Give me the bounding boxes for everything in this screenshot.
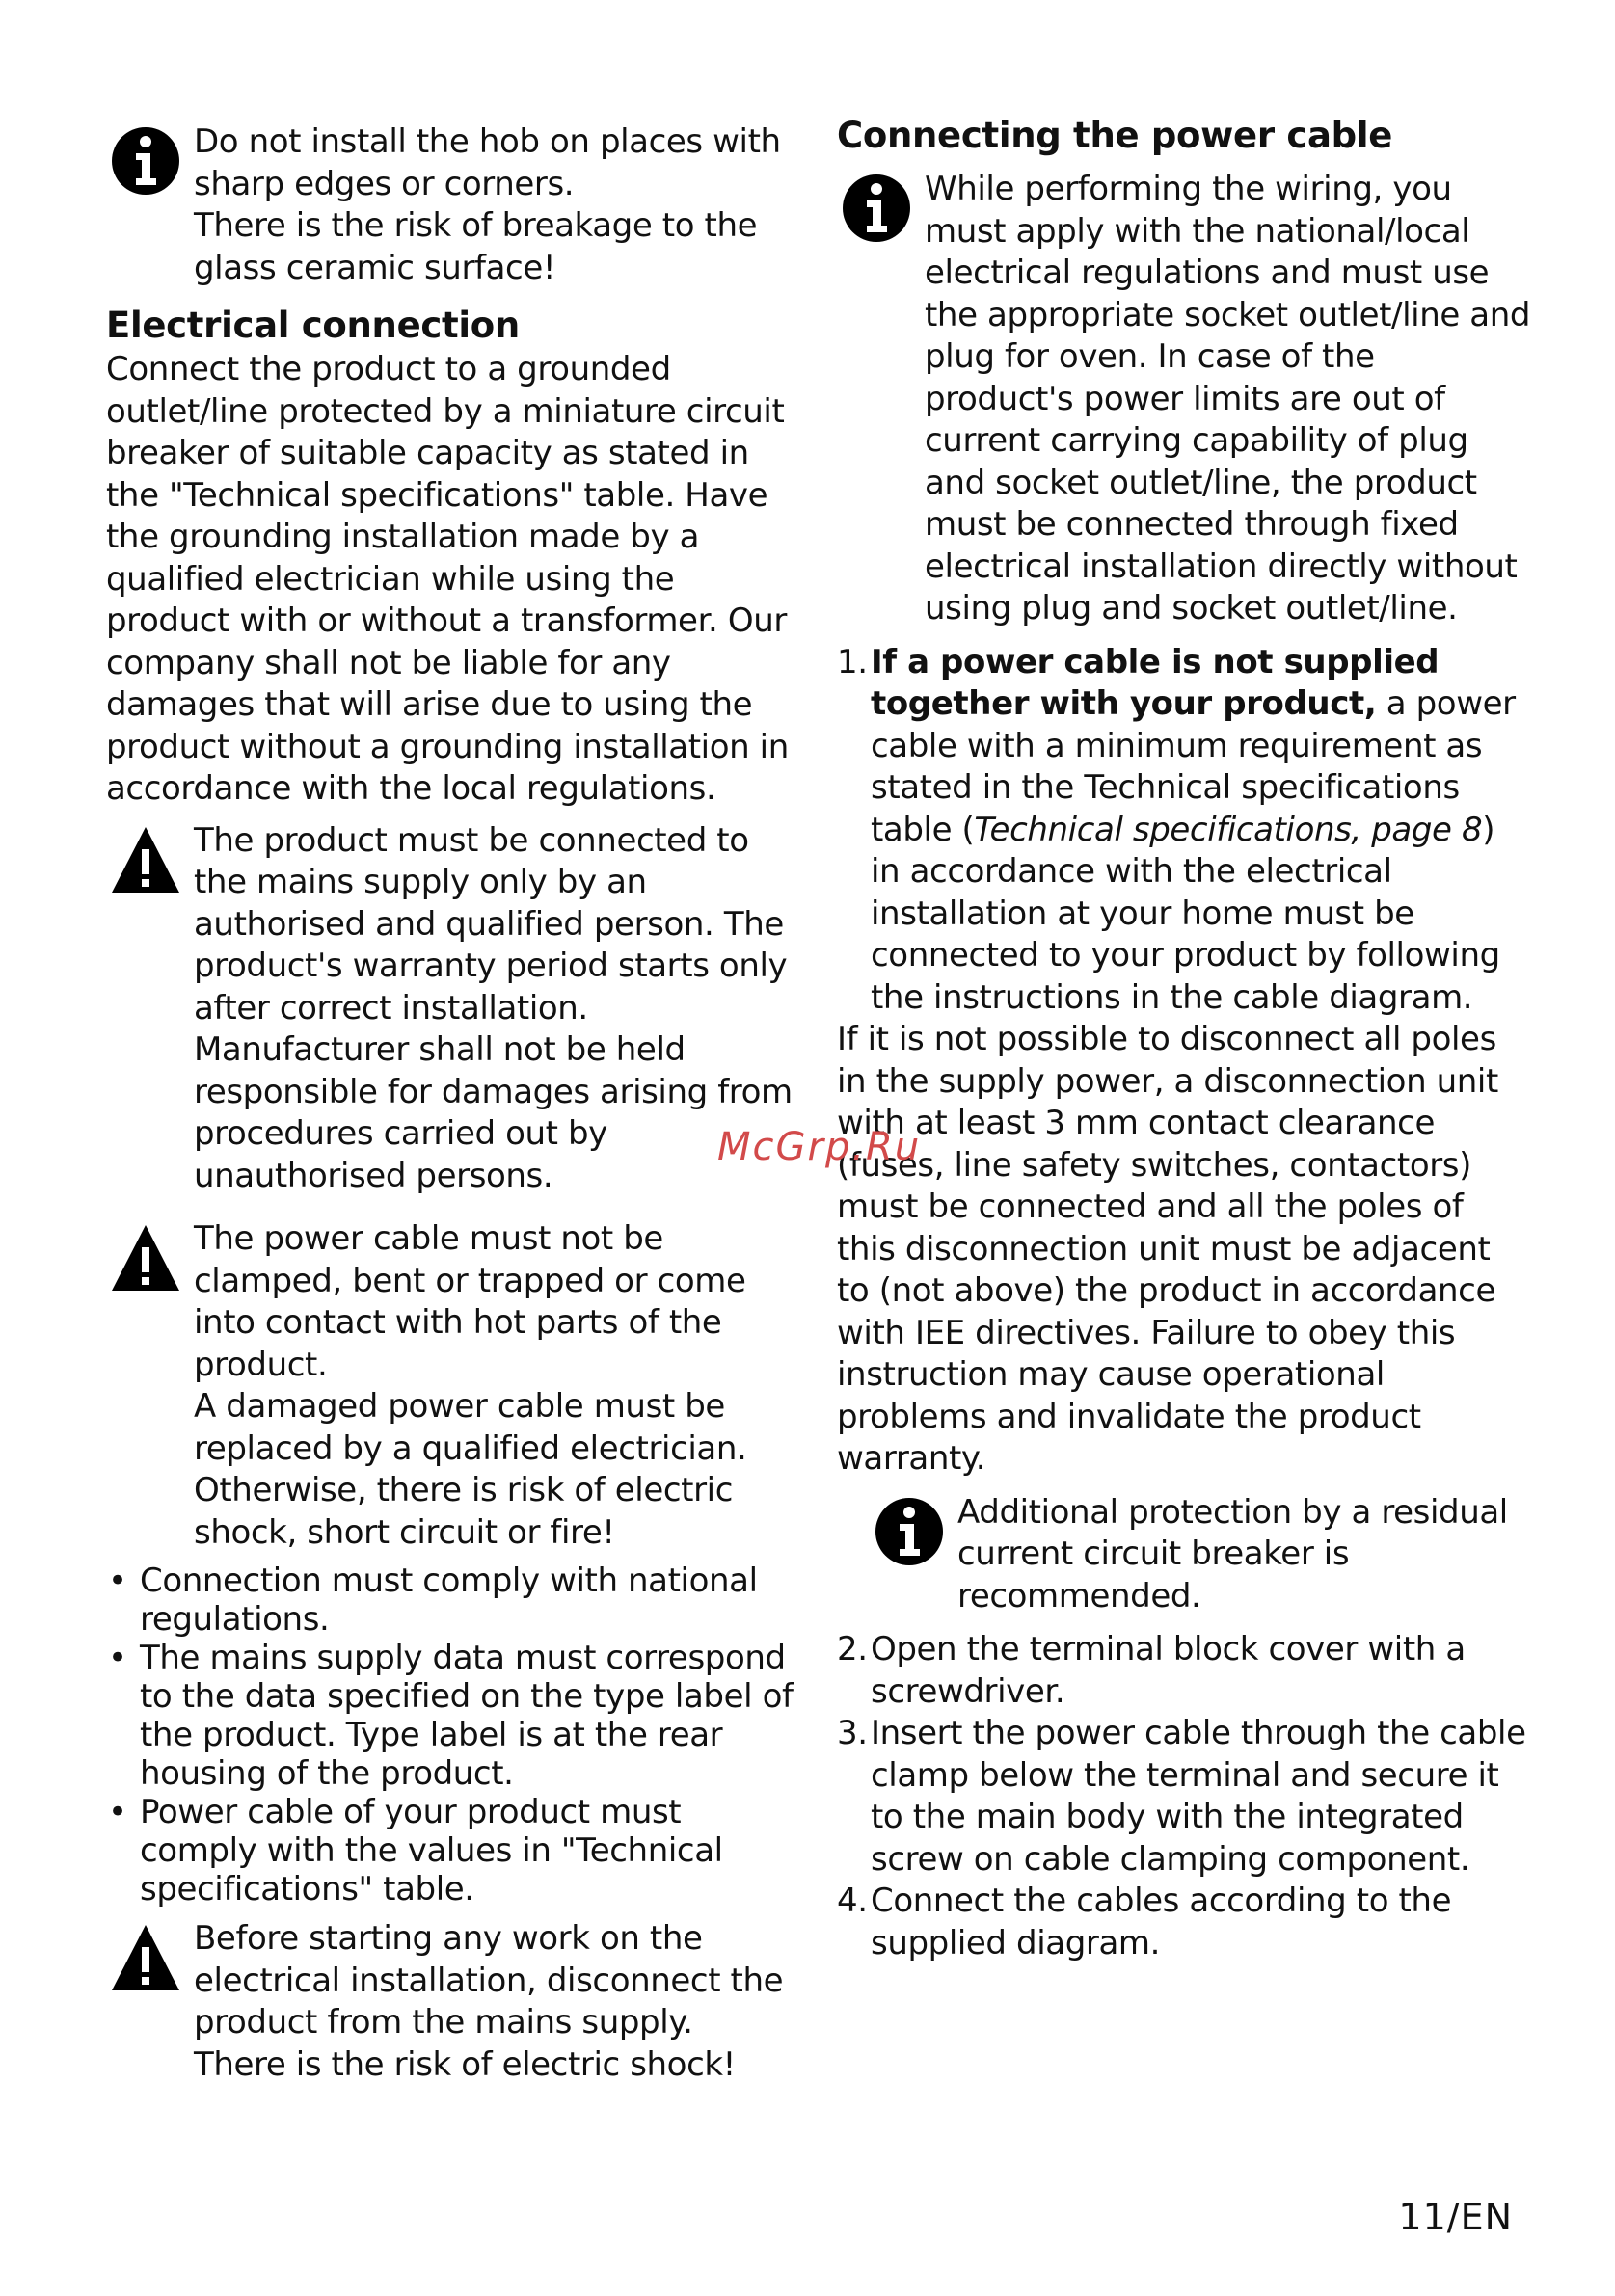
step-bold-text: If a power cable is not supplied together with your product, [871, 642, 1440, 723]
step-number: 2. [837, 1630, 868, 1669]
watermark: McGrp.Ru [717, 1125, 922, 1169]
info-icon [874, 1496, 945, 1567]
info-note-sharp-edges [106, 121, 800, 289]
step-number: 1. [837, 642, 868, 681]
note-text: The power cable must not be clamped, bent or trapped or come into contact with hot parts of the product. [194, 1219, 746, 1384]
step-item [837, 1881, 1531, 1964]
list-item [106, 1639, 800, 1793]
step-item [837, 1629, 1531, 1713]
bullet-icon: • [108, 1639, 127, 1677]
list-item-text: Power cable of your product must comply with the values in "Technical specifications" table. [140, 1793, 723, 1909]
page-number: 11/EN [1398, 2196, 1513, 2238]
warning-note-disconnect [106, 1918, 800, 2086]
warning-note-authorised-person [106, 820, 800, 1198]
step-number: 4. [837, 1882, 868, 1920]
bullet-icon: • [108, 1562, 127, 1600]
section-heading-electrical-connection: Electrical connection [106, 305, 520, 346]
step-text: a power cable with a minimum requirement as stated in the Technical specifications table ( [871, 684, 1516, 849]
note-text: Additional protection by a residual current circuit breaker is recommended. [957, 1492, 1508, 1615]
body-paragraph: Connect the product to a grounded outlet/line protected by a miniature circuit breaker of suitable capacity as stated in the "Technical specifications" table. Have the grounding installation made by a qualified electrician while using the product with or without a transformer. Our company shall not be liable for any damages that will arise due to using the product without a grounding installation in accordance with the local regulations. [106, 350, 789, 808]
note-text: There is the risk of breakage to the glass ceramic surface! [194, 206, 758, 287]
info-icon [841, 173, 912, 244]
step-item [837, 642, 1531, 1020]
note-text: While performing the wiring, you must apply with the national/local electrical regulations and must use the appropriate socket outlet/line and plug for oven. In case of the product's power limits are out of current carrying capability of plug and socket outlet/line, the product must be connected through fixed electrical installation directly without using plug and socket outlet/line. [925, 170, 1531, 627]
bullet-icon: • [108, 1793, 127, 1831]
list-item [106, 1562, 800, 1639]
body-paragraph: If it is not possible to disconnect all poles in the supply power, a disconnection unit with at least 3 mm contact clearance (fuses, line safety switches, contactors) must be connected and all the poles of this disconnection unit must be adjacent to (not above) the product in accordance with IEE directives. Failure to obey this instruction may cause operational problems and invalidate the product warranty. [837, 1020, 1498, 1478]
note-text: A damaged power cable must be replaced by a qualified electrician. Otherwise, there is risk of electric shock, short circuit or fire! [194, 1387, 747, 1552]
note-text: Before starting any work on the electrical installation, disconnect the product from the mains supply. [194, 1919, 784, 2042]
list-item-text: The mains supply data must correspond to the data specified on the type label of the product. Type label is at the rear housing of the product. [140, 1639, 794, 1793]
step-text: Connect the cables according to the supplied diagram. [871, 1882, 1452, 1962]
note-text: The product must be connected to the mains supply only by an authorised and qualified person. The product's warranty period starts only after correct installation. [194, 820, 788, 1028]
right-column [837, 113, 1531, 1964]
step-text: ) in accordance with the electrical installation at your home must be connected to your product by following the instructions in the cable diagram. [871, 810, 1500, 1017]
steps-list [837, 1629, 1531, 1964]
note-text: There is the risk of electric shock! [194, 2044, 736, 2084]
requirements-list [106, 1562, 800, 1909]
warning-icon [110, 1922, 181, 1993]
list-item-text: Connection must comply with national regulations. [140, 1562, 758, 1639]
cross-reference: Technical specifications, page 8 [974, 810, 1483, 849]
list-item [106, 1793, 800, 1909]
step-text: Open the terminal block cover with a screwdriver. [871, 1630, 1466, 1711]
note-text: Manufacturer shall not be held responsible for damages arising from procedures carried out by unauthorised persons. [194, 1030, 793, 1195]
step-text: Insert the power cable through the cable clamp below the terminal and secure it to the main body with the integrated screw on cable clamping component. [871, 1714, 1526, 1879]
info-note-wiring [837, 169, 1531, 630]
step-item [837, 1713, 1531, 1881]
warning-icon [110, 1222, 181, 1294]
step-number: 3. [837, 1714, 868, 1752]
warning-note-power-cable [106, 1218, 800, 1554]
note-text: Do not install the hob on places with sharp edges or corners. [194, 122, 781, 203]
info-note-rcd [870, 1492, 1531, 1618]
left-column [106, 121, 800, 2086]
warning-icon [110, 824, 181, 895]
steps-list [837, 642, 1531, 1020]
info-icon [110, 125, 181, 197]
section-heading-connecting-power-cable: Connecting the power cable [837, 115, 1393, 156]
